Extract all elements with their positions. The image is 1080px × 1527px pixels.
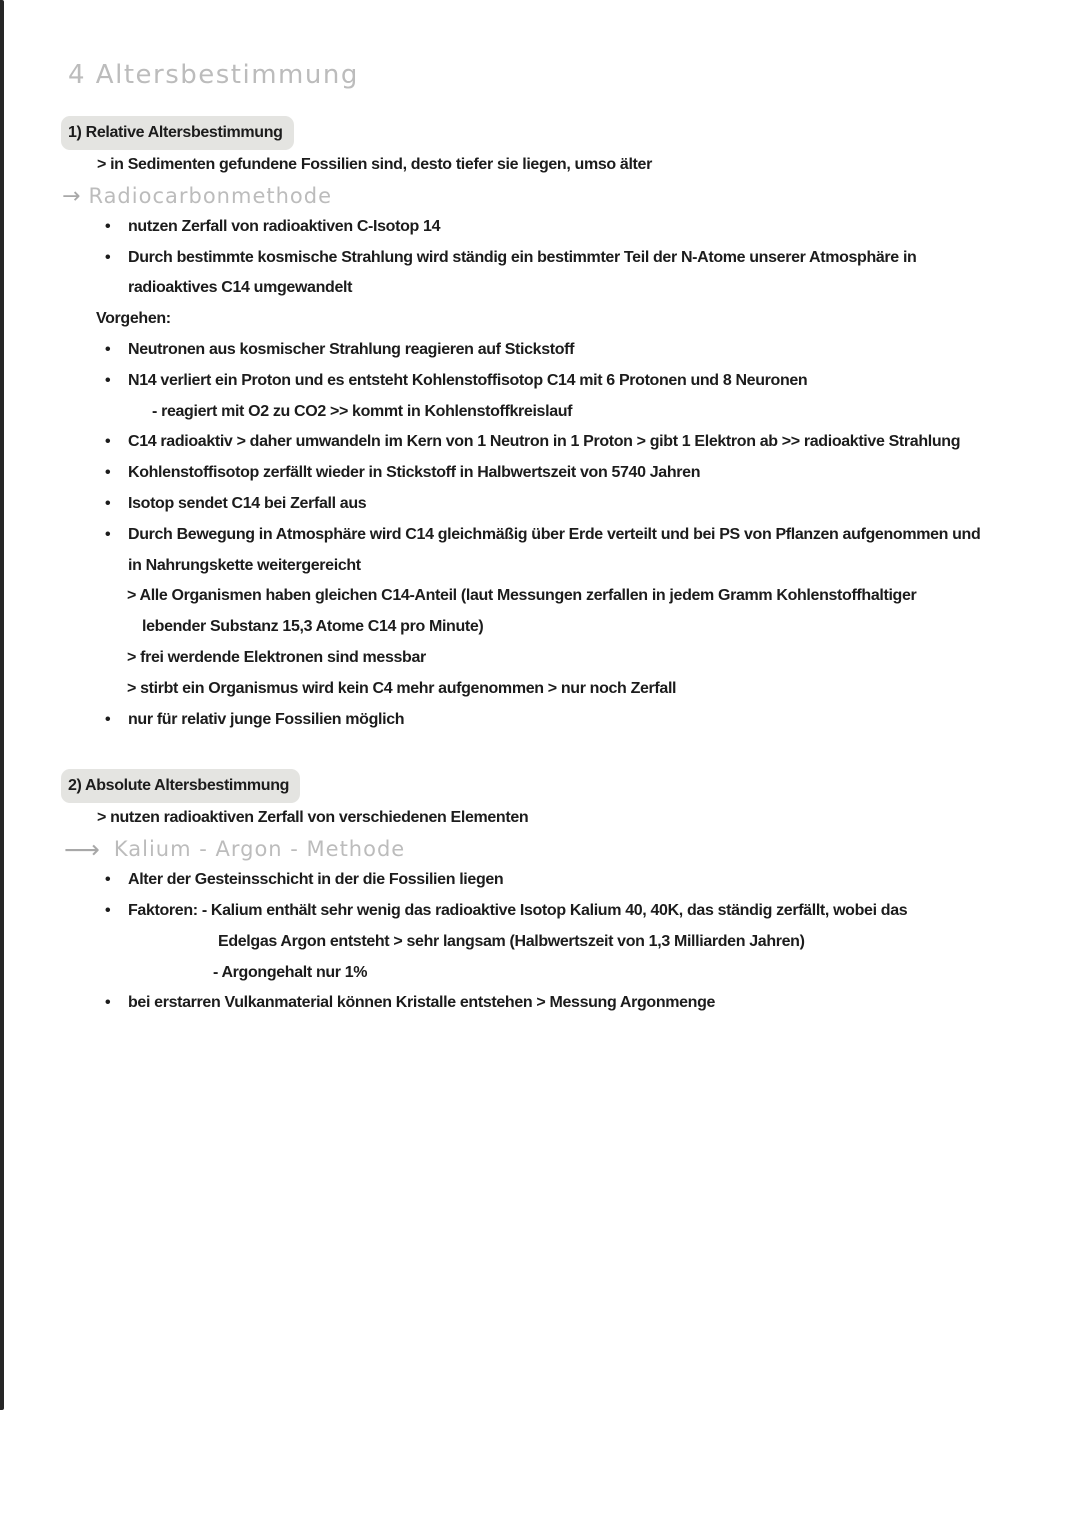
bullet-item: • Isotop sendet C14 bei Zerfall aus [68, 489, 1073, 520]
section-heading-row [68, 116, 1073, 150]
method-title-row [62, 181, 1073, 212]
sub-item-dash: - reagiert mit O2 zu CO2 >> kommt in Kohlenstoffkreislauf [152, 402, 573, 420]
bullet-item: • N14 verliert ein Proton und es entsteht Kohlenstoffisotop C14 mit 6 Protonen und 8 Neuronen [68, 366, 1073, 397]
bullet-item-continuation: in Nahrungskette weitergereicht [128, 556, 361, 574]
arrow-right-long-icon: ⟶ [64, 835, 100, 865]
bullet-item: • Kohlenstoffisotop zerfällt wieder in Stickstoff in Halbwertszeit von 5740 Jahren [68, 458, 1073, 489]
notes-content [62, 56, 1073, 1019]
bullet-item: • Neutronen aus kosmischer Strahlung reagieren auf Stickstoff [68, 335, 1073, 366]
bullet-item: • nutzen Zerfall von radioaktiven C-Isotop 14 [68, 212, 1073, 243]
bullet-item: • Durch Bewegung in Atmosphäre wird C14 gleichmäßig über Erde verteilt und bei PS von Pflanzen aufgenommen und [68, 520, 1073, 551]
section-relative-altersbestimmung [62, 116, 1073, 735]
bullet-item: • Faktoren: - Kalium enthält sehr wenig das radioaktive Isotop Kalium 40, 40K, das ständig zerfällt, wobei das [68, 896, 1073, 927]
arrow-right-icon: → [62, 183, 81, 209]
section-1-heading: 1) Relative Altersbestimmung [61, 116, 294, 150]
factor-dash-item: - Argongehalt nur 1% [213, 963, 368, 981]
bullet-item-continuation: radioaktives C14 umgewandelt [128, 279, 353, 297]
page-title: 4 Altersbestimmung [68, 60, 359, 90]
section-2-intro: > nutzen radioaktiven Zerfall von verschiedenen Elementen [97, 809, 529, 827]
bullet-item: • Durch bestimmte kosmische Strahlung wird ständig ein bestimmter Teil der N-Atome unserer Atmosphäre in [68, 243, 1073, 274]
note-item: > frei werdende Elektronen sind messbar [127, 648, 426, 666]
section-heading-row [68, 769, 1073, 803]
note-item: > Alle Organismen haben gleichen C14-Anteil (laut Messungen zerfallen in jedem Gramm Kohlenstoffhaltiger [127, 587, 917, 605]
section-absolute-altersbestimmung [64, 769, 1073, 1019]
factor-continuation: Edelgas Argon entsteht > sehr langsam (Halbwertszeit von 1,3 Milliarden Jahren) [218, 932, 805, 950]
section-1-intro: > in Sedimenten gefundene Fossilien sind, desto tiefer sie liegen, umso älter [97, 156, 652, 173]
procedure-label: Vorgehen: [96, 310, 171, 328]
method-title-radiocarbon: Radiocarbonmethode [88, 183, 333, 208]
note-item: > stirbt ein Organismus wird kein C4 mehr aufgenommen > nur noch Zerfall [127, 679, 677, 697]
page-edge-line [0, 0, 4, 1410]
method-title-row [64, 834, 1073, 865]
method-title-kalium-argon: Kalium - Argon - Methode [113, 837, 406, 862]
bullet-item: • bei erstarren Vulkanmaterial können Kristalle entstehen > Messung Argonmenge [68, 988, 1073, 1019]
note-item-continuation: lebender Substanz 15,3 Atome C14 pro Minute) [142, 618, 484, 636]
bullet-item: • Alter der Gesteinsschicht in der die Fossilien liegen [68, 865, 1073, 896]
section-2-heading: 2) Absolute Altersbestimmung [61, 769, 300, 803]
bullet-item: • nur für relativ junge Fossilien möglich [68, 705, 1073, 736]
bullet-item: • C14 radioaktiv > daher umwandeln im Kern von 1 Neutron in 1 Proton > gibt 1 Elektron ab >> radioaktive Strahlung [68, 427, 1073, 458]
